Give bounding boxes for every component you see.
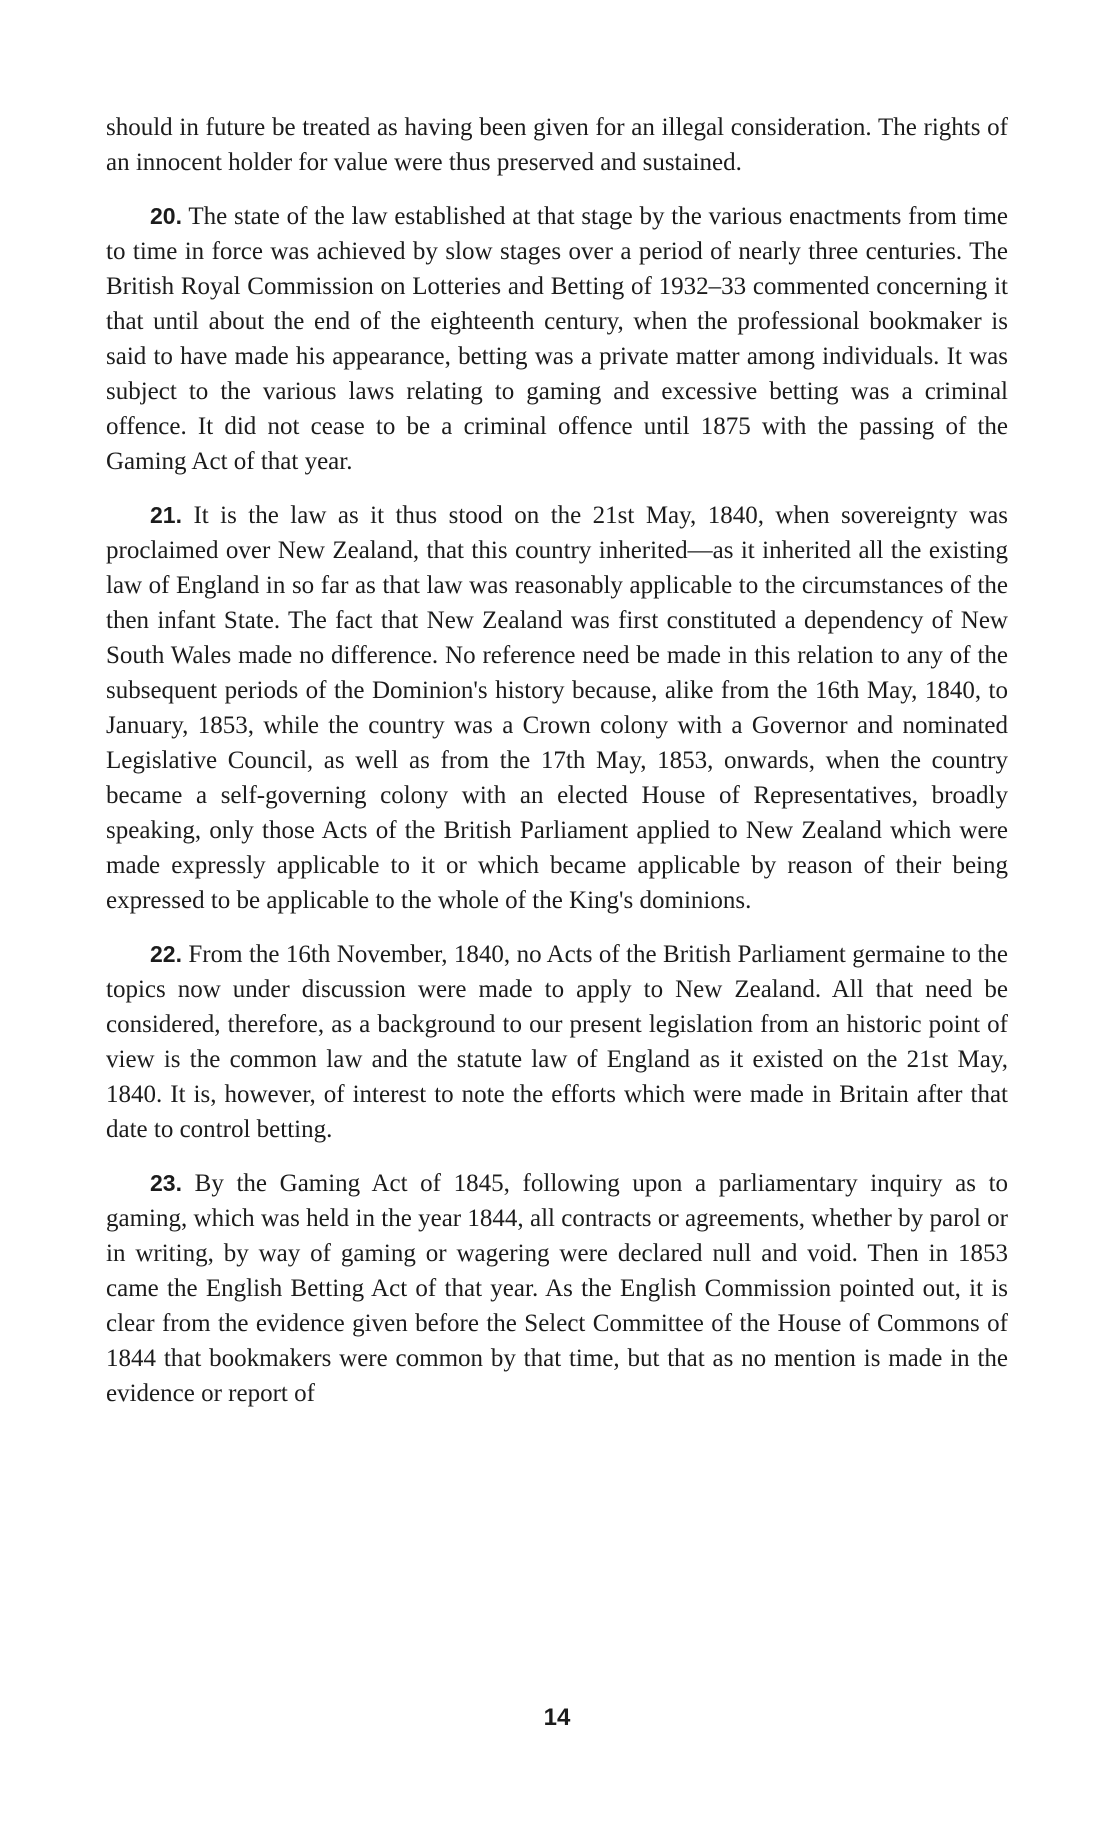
paragraph-21: [106, 498, 1008, 918]
paragraph-text: should in future be treated as having been given for an illegal consideration. The rights of an innocent holder for value were thus preserved and sustained.: [106, 114, 1008, 176]
paragraph-number: 23.: [150, 1170, 182, 1196]
page-number: 14: [543, 1704, 571, 1731]
paragraph-number: 20.: [150, 203, 182, 229]
paragraph-number: 21.: [150, 502, 182, 528]
paragraph-20: [106, 199, 1008, 479]
document-body: [106, 110, 1008, 1430]
paragraph-text: The state of the law established at that stage by the various enactments from time to time in force was achieved by slow stages over a period of nearly three centuries. The British Royal Commission on Lotteries and Betting of 1932–33 commented concerning it that until about the end of the eighteenth century, when the professional bookmaker is said to have made his appearance, betting was a private matter among individuals. It was subject to the various laws relating to gaming and excessive betting was a criminal offence. It did not cease to be a criminal offence until 1875 with the passing of the Gaming Act of that year.: [106, 203, 1008, 475]
paragraph-continuation: [106, 110, 1008, 180]
paragraph-23: [106, 1166, 1008, 1411]
paragraph-number: 22.: [150, 941, 182, 967]
paragraph-text: By the Gaming Act of 1845, following upon a parliamentary inquiry as to gaming, which was held in the year 1844, all contracts or agreements, whether by parol or in writing, by way of gaming or wagering were declared null and void. Then in 1853 came the English Betting Act of that year. As the English Commission pointed out, it is clear from the evidence given before the Select Committee of the House of Commons of 1844 that bookmakers were common by that time, but that as no mention is made in the evidence or report of: [106, 1170, 1009, 1407]
paragraph-22: [106, 937, 1008, 1147]
paragraph-text: From the 16th November, 1840, no Acts of the British Parliament germaine to the topics now under discussion were made to apply to New Zealand. All that need be considered, therefore, as a background to our present legislation from an historic point of view is the common law and the statute law of England as it existed on the 21st May, 1840. It is, however, of interest to note the efforts which were made in Britain after that date to control betting.: [106, 941, 1008, 1143]
paragraph-text: It is the law as it thus stood on the 21st May, 1840, when sovereignty was proclaimed over New Zealand, that this country inherited—as it inherited all the existing law of England in so far as that law was reasonably applicable to the circumstances of the then infant State. The fact that New Zealand was first constituted a dependency of New South Wales made no difference. No reference need be made in this relation to any of the subsequent periods of the Dominion's history because, alike from the 16th May, 1840, to January, 1853, while the country was a Crown colony with a Governor and nominated Legislative Council, as well as from the 17th May, 1853, onwards, when the country became a self-governing colony with an elected House of Representatives, broadly speaking, only those Acts of the British Parliament applied to New Zealand which were made expressly applicable to it or which became applicable by reason of their being expressed to be applicable to the whole of the King's dominions.: [106, 502, 1009, 914]
